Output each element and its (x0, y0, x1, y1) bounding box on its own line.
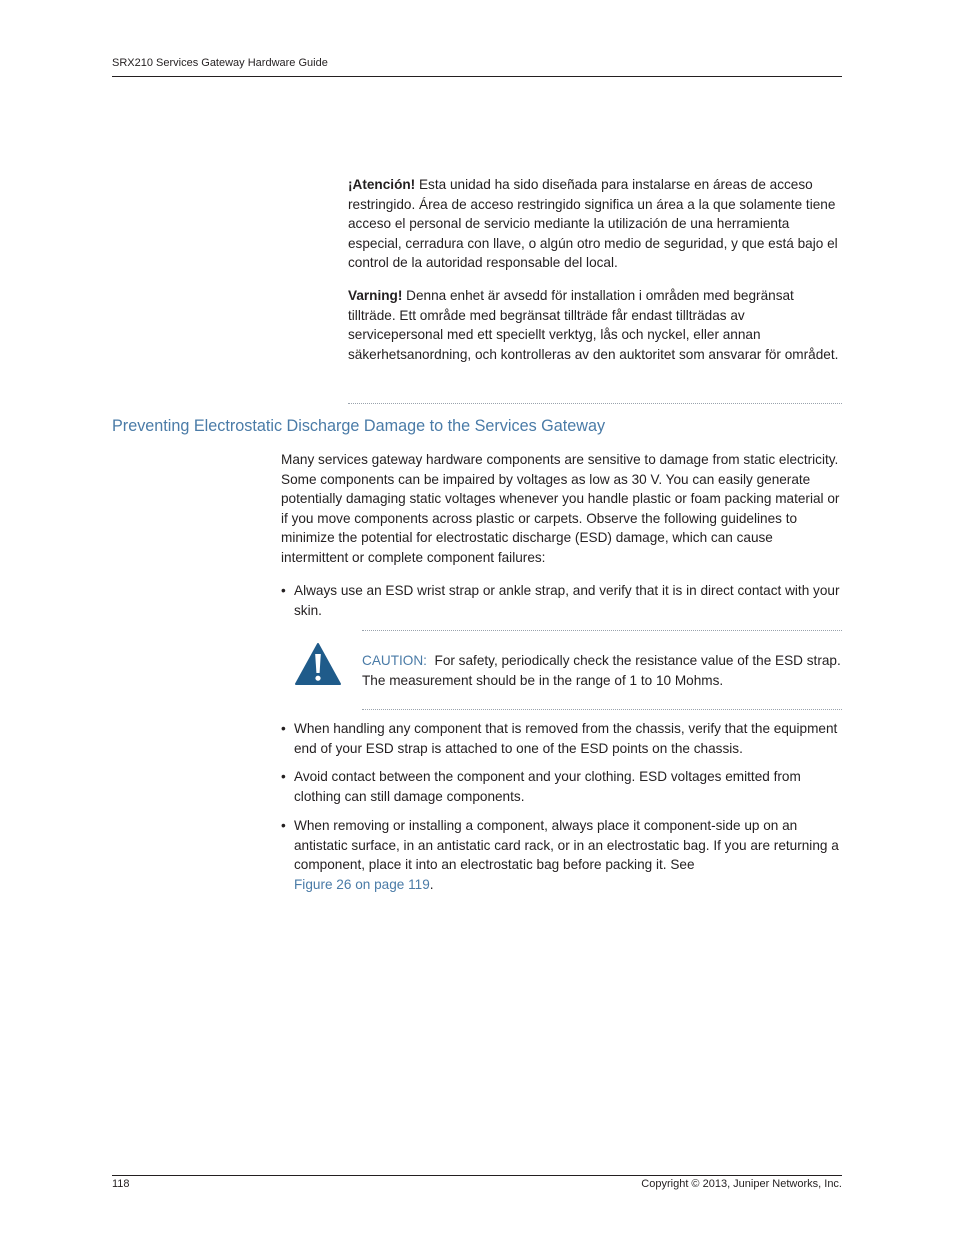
caution-note (362, 651, 842, 690)
dotted-divider (348, 403, 842, 404)
warning-spanish-label: ¡Atención! (348, 177, 416, 192)
list-item (281, 767, 843, 806)
list-item (281, 719, 843, 758)
warning-swedish-text: Denna enhet är avsedd för installation i områden med begränsat tillträde. Ett område med begränsat tillträde får endast tillträdas av servicepersonal med ett speciellt verktyg, lås och nyckel, eller annan säkerhetsanordning, och kontrolleras av den auktoritet som ansvarar för området. (348, 288, 839, 362)
caution-top-divider (362, 630, 842, 631)
page-number: 118 (112, 1178, 130, 1190)
caution-label: CAUTION: (362, 653, 427, 668)
caution-text: For safety, periodically check the resistance value of the ESD strap. The measurement should be in the range of 1 to 10 Mohms. (362, 653, 841, 688)
caution-triangle-icon (294, 642, 342, 686)
copyright: Copyright © 2013, Juniper Networks, Inc. (641, 1178, 842, 1190)
bullet-icon: • (281, 721, 286, 736)
section-heading: Preventing Electrostatic Discharge Damage to the Services Gateway (112, 417, 606, 435)
warning-swedish-label: Varning! (348, 288, 403, 303)
header-rule (112, 76, 842, 77)
bullet-icon: • (281, 818, 286, 833)
intro-paragraph: Many services gateway hardware components are sensitive to damage from static electricity. Some components can be impaired by voltages as low as 30 V. You can easily generate potentially damaging static voltages whenever you handle plastic or foam packing material or if you move components across plastic or carpets. Observe the following guidelines to minimize the potential for electrostatic discharge (ESD) damage, which can cause intermittent or complete component failures: (281, 452, 840, 565)
bullet-icon: • (281, 769, 286, 784)
warning-swedish (348, 286, 842, 364)
list-item-text: When handling any component that is removed from the chassis, verify that the equipment end of your ESD strap is attached to one of the ESD points on the chassis. (294, 721, 838, 756)
caution-bottom-divider (362, 709, 842, 710)
list-item-text (294, 816, 843, 894)
list-item-text: Always use an ESD wrist strap or ankle strap, and verify that it is in direct contact with your skin. (294, 583, 840, 618)
list-item (281, 581, 843, 620)
footer-rule (112, 1175, 842, 1176)
list-item-text: Avoid contact between the component and your clothing. ESD voltages emitted from clothing can still damage components. (294, 769, 801, 804)
list-item (281, 816, 843, 894)
link-suffix: . (429, 876, 434, 892)
figure-link[interactable]: Figure 26 on page 119 (294, 876, 430, 892)
list-item-body: When removing or installing a component, always place it component-side up on an antistatic surface, in an antistatic card rack, or in an electrostatic bag. If you are returning a component, place it into an electrostatic bag before packing it. See (294, 818, 839, 873)
bullet-icon: • (281, 583, 286, 598)
warning-spanish (348, 175, 842, 273)
warning-spanish-text: Esta unidad ha sido diseñada para instalarse en áreas de acceso restringido. Área de acceso restringido significa un área a la que solamente tiene acceso el personal de servicio mediante la utilización de una herramienta especial, cerradura con llave, o algún otro medio de seguridad, y que está bajo el control de la autoridad responsable del local. (348, 177, 838, 271)
header-title: SRX210 Services Gateway Hardware Guide (112, 57, 328, 69)
